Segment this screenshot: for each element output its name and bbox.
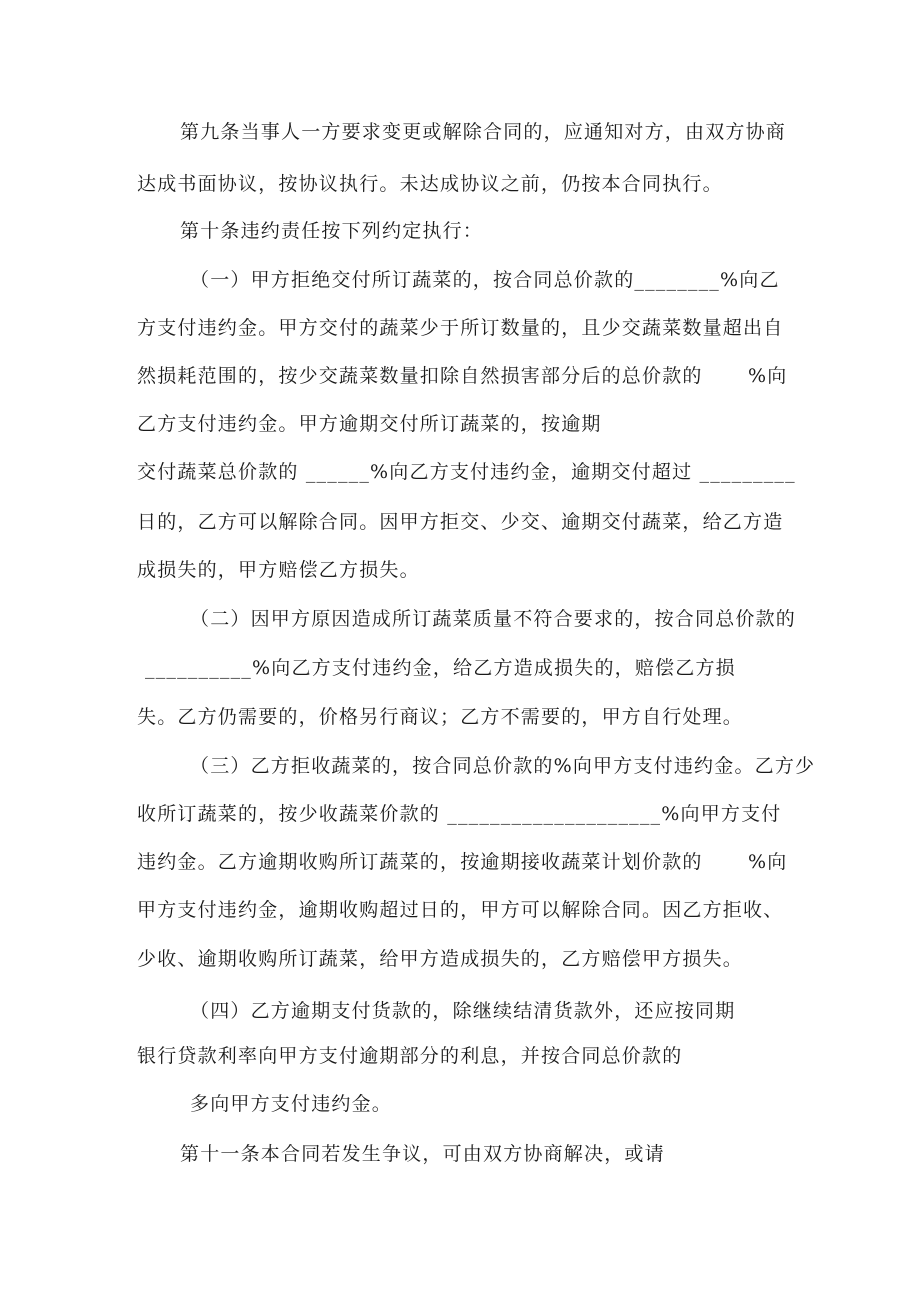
text-line: （一）甲方拒绝交付所订蔬菜的，按合同总价款的________%向乙 <box>190 269 780 291</box>
text-line: 少收、逾期收购所订蔬菜，给甲方造成损失的，乙方赔偿甲方损失。 <box>137 948 744 970</box>
text-line: 成损失的，甲方赔偿乙方损失。 <box>137 559 420 581</box>
text-line: __________%向乙方支付违约金，给乙方造成损失的，赔偿乙方损 <box>145 657 736 679</box>
text-line: 交付蔬菜总价款的 ______%向乙方支付违约金，逾期交付超过 _________ <box>137 461 796 483</box>
text-line: 甲方支付违约金，逾期收购超过日的，甲方可以解除合同。因乙方拒收、 <box>137 899 784 921</box>
text-line: （三）乙方拒收蔬菜的，按合同总价款的%向甲方支付违约金。乙方少 <box>190 755 816 777</box>
text-line: 方支付违约金。甲方交付的蔬菜少于所订数量的，且少交蔬菜数量超出自 <box>137 317 784 339</box>
text-line: %向 <box>748 851 788 873</box>
text-line: 日的，乙方可以解除合同。因甲方拒交、少交、逾期交付蔬菜，给乙方造 <box>137 511 784 533</box>
text-line: 达成书面协议，按协议执行。未达成协议之前，仍按本合同执行。 <box>137 173 723 195</box>
text-line: 收所订蔬菜的，按少收蔬菜价款的 ____________________%向甲方支付 <box>137 803 782 825</box>
text-line: （二）因甲方原因造成所订蔬菜质量不符合要求的，按合同总价款的 <box>190 608 797 630</box>
text-line: 银行贷款利率向甲方支付逾期部分的利息，并按合同总价款的 <box>137 1045 683 1067</box>
text-line: 第九条当事人一方要求变更或解除合同的，应通知对方，由双方协商 <box>180 121 787 143</box>
text-line: 第十条违约责任按下列约定执行： <box>180 220 484 242</box>
text-line: 然损耗范围的，按少交蔬菜数量扣除自然损害部分后的总价款的 <box>137 365 703 387</box>
text-line: （四）乙方逾期支付货款的，除继续结清货款外，还应按同期 <box>190 1000 736 1022</box>
text-line: %向 <box>748 365 788 387</box>
text-line: 违约金。乙方逾期收购所订蔬菜的，按逾期接收蔬菜计划价款的 <box>137 851 703 873</box>
text-line: 多向甲方支付违约金。 <box>190 1093 393 1115</box>
text-line: 乙方支付违约金。甲方逾期交付所订蔬菜的，按逾期 <box>137 413 602 435</box>
text-line: 第十一条本合同若发生争议，可由双方协商解决，或请 <box>180 1143 665 1165</box>
text-line: 失。乙方仍需要的，价格另行商议；乙方不需要的，甲方自行处理。 <box>137 706 744 728</box>
